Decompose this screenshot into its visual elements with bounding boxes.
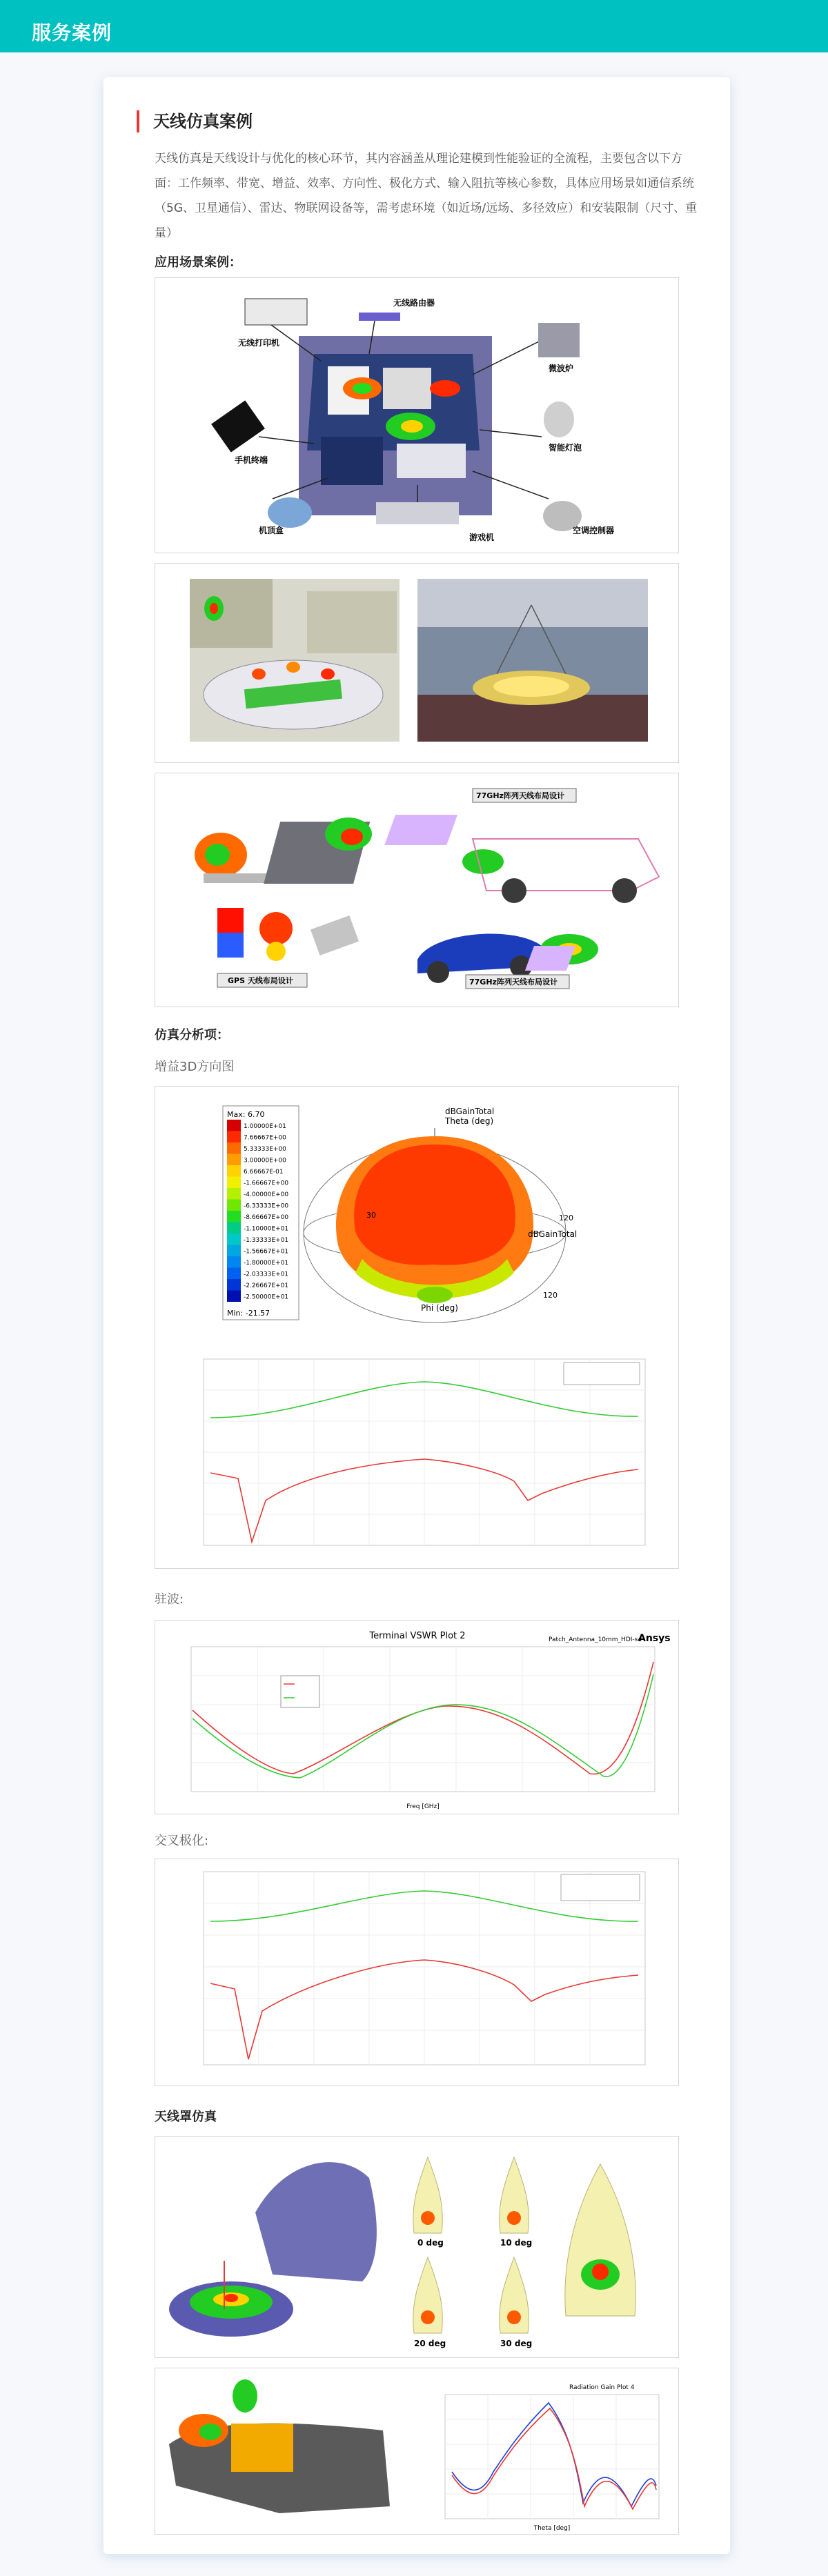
gain-legend-swatch <box>227 1188 241 1200</box>
label-mobile: 手机终端 <box>235 455 268 465</box>
page-title: 服务案例 <box>32 21 112 44</box>
label-printer: 无线打印机 <box>238 338 280 348</box>
cross-pol-plot <box>155 1859 679 2086</box>
vswr-project: Patch_Antenna_10mm_HDI-s4 <box>549 1636 642 1643</box>
vswr-figure <box>155 1620 679 1814</box>
vswr-label: 驻波: <box>155 1592 184 1607</box>
gain-legend-value: -1.10000E+01 <box>244 1225 289 1233</box>
gain-legend-swatch <box>227 1268 241 1280</box>
radome-title: 天线罩仿真 <box>155 2110 217 2124</box>
gain-legend-value: -1.80000E+01 <box>244 1260 289 1267</box>
vswr-plot <box>155 1621 679 1814</box>
vswr-plot-title: Terminal VSWR Plot 2 <box>369 1631 466 1641</box>
gain-tick-120-a: 120 <box>559 1213 573 1222</box>
gain-total-side: dBGainTotal <box>528 1229 578 1239</box>
gain-legend-value: -2.03333E+01 <box>244 1271 289 1278</box>
device-scene-figure <box>155 277 679 553</box>
gain-legend-value: -1.66667E+00 <box>244 1180 289 1187</box>
gain-legend-value: 3.00000E+00 <box>244 1157 286 1165</box>
cross-pol-label: 交叉极化: <box>155 1834 209 1848</box>
gain-legend-swatch <box>227 1279 241 1291</box>
gain-legend-swatch <box>227 1142 241 1154</box>
gain-legend-swatch <box>227 1165 241 1177</box>
gain-tick-30: 30 <box>366 1211 376 1220</box>
gain-max: Max: 6.70 <box>227 1110 265 1119</box>
label-ac-controller: 空调控制器 <box>573 526 615 535</box>
section-title: 天线仿真案例 <box>137 110 253 132</box>
gain-legend-swatch <box>227 1200 241 1211</box>
radome-angle-10: 10 deg <box>500 2238 533 2248</box>
vswr-xlabel: Freq [GHz] <box>406 1803 440 1810</box>
gain-legend-value: -1.56667E+01 <box>244 1248 289 1256</box>
gain-legend-value: -6.33333E+00 <box>244 1202 289 1210</box>
radome-angle-0: 0 deg <box>417 2238 444 2248</box>
gain-legend-value: 1.00000E+01 <box>244 1123 286 1130</box>
gain-min: Min: -21.57 <box>227 1309 270 1318</box>
gain-legend-value: 7.66667E+00 <box>244 1134 286 1142</box>
gain-legend-swatch <box>227 1177 241 1189</box>
gain-legend-swatch <box>227 1291 241 1302</box>
gain-legend-swatch <box>227 1233 241 1245</box>
label-smart-bulb: 智能灯泡 <box>549 443 582 453</box>
gain-label: 增益3D方向图 <box>155 1060 235 1074</box>
gain-theta-axis: Theta (deg) <box>445 1116 494 1126</box>
bumper-radar-figure <box>155 2368 679 2535</box>
gain-legend-value: -2.26667E+01 <box>244 1282 289 1289</box>
stadium-figure <box>155 563 679 763</box>
analysis-title: 仿真分析项： <box>155 1028 229 1042</box>
label-microwave: 微波炉 <box>549 364 574 373</box>
vswr-brand: Ansys <box>638 1633 671 1644</box>
gain-legend-swatch <box>227 1211 241 1222</box>
device-scene-image <box>155 278 679 553</box>
gain-phi-axis: Phi (deg) <box>421 1303 458 1313</box>
gain-3d-plot <box>155 1087 679 1569</box>
radar-xlabel: Theta [deg] <box>533 2525 571 2532</box>
gain-legend-value: -8.66667E+00 <box>244 1214 289 1221</box>
gain-tick-120-b: 120 <box>543 1291 558 1300</box>
gain-legend-swatch <box>227 1256 241 1268</box>
bumper-radar-image <box>155 2368 679 2535</box>
label-77ghz-top: 77GHz阵列天线布局设计 <box>476 791 564 800</box>
page-header <box>0 0 828 52</box>
cross-pol-figure <box>155 1859 679 2086</box>
gain-legend-value: 5.33333E+00 <box>244 1146 286 1153</box>
stadium-image <box>155 564 679 763</box>
gain-legend-swatch <box>227 1245 241 1257</box>
radome-image <box>155 2137 679 2358</box>
gain-legend-value: -4.00000E+00 <box>244 1191 289 1198</box>
label-router: 无线路由器 <box>393 298 435 308</box>
label-set-top-box: 机顶盒 <box>259 526 284 535</box>
label-game-console: 游戏机 <box>469 533 495 542</box>
gain-legend-value: -1.33333E+01 <box>244 1237 289 1244</box>
gain-legend-value: 6.66667E-01 <box>244 1169 284 1176</box>
gain-legend-value: -2.50000E+01 <box>244 1294 289 1301</box>
intro-text: 天线仿真是天线设计与优化的核心环节，其内容涵盖从理论建模到性能验证的全流程，主要包含以下方面：工作频率、带宽、增益、效率、方向性、极化方式、输入阻抗等核心参数，具体应用场景如通信系统（5G、卫星通信）、雷达、物联网设备等，需考虑环境（如近场/远场、多径效应）和安装限制（尺寸、重量） <box>155 152 698 240</box>
radome-angle-30: 30 deg <box>500 2339 533 2348</box>
radome-angle-20: 20 deg <box>414 2339 446 2348</box>
gain-legend-swatch <box>227 1120 241 1131</box>
label-gps: GPS 天线布局设计 <box>228 976 293 985</box>
label-77ghz-bottom: 77GHz阵列天线布局设计 <box>469 978 558 987</box>
vehicle-antenna-image <box>155 773 679 1007</box>
content-card <box>103 77 730 2554</box>
vehicle-antenna-figure <box>155 773 679 1007</box>
radome-figure <box>155 2136 679 2358</box>
gain-figure <box>155 1086 679 1569</box>
gain-legend-swatch <box>227 1131 241 1143</box>
gain-legend-swatch <box>227 1154 241 1166</box>
gain-legend-swatch <box>227 1222 241 1234</box>
gain-total-top: dBGainTotal <box>445 1107 495 1116</box>
radar-plot-title: Radiation Gain Plot 4 <box>569 2384 635 2391</box>
app-scenarios-title: 应用场景案例： <box>155 255 241 270</box>
